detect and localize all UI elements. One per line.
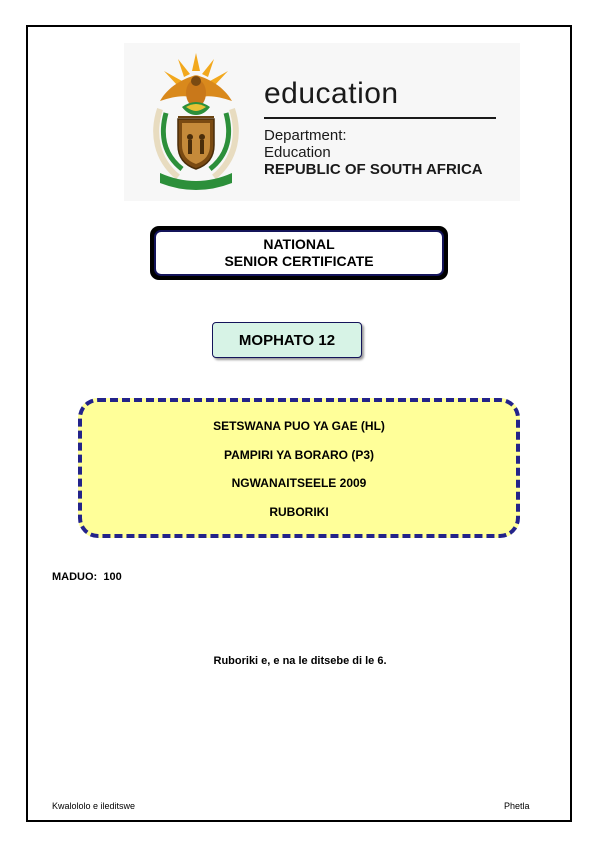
page-count-note: Ruboriki e, e na le ditsebe di le 6. <box>213 655 387 667</box>
logo-wordmark: education <box>264 77 399 110</box>
subject-document-type: RUBORIKI <box>269 504 329 519</box>
logo-country: REPUBLIC OF SOUTH AFRICA <box>264 161 483 178</box>
logo-divider <box>264 117 496 119</box>
coat-of-arms-icon <box>138 49 254 195</box>
logo-department-name: Education <box>264 144 331 161</box>
footer-copyright: Kwalololo e ileditswe <box>52 801 136 811</box>
certificate-title-box <box>150 226 448 280</box>
grade-label: MOPHATO 12 <box>238 331 336 349</box>
marks-label: MADUO: <box>52 571 98 583</box>
marks-value: 100 <box>103 571 122 583</box>
certificate-title-inner <box>154 230 444 276</box>
education-logo <box>124 43 520 201</box>
subject-paper: PAMPIRI YA BORARO (P3) <box>223 447 375 462</box>
subject-session: NGWANAITSEELE 2009 <box>231 476 367 491</box>
subject-info-box <box>78 398 520 538</box>
grade-box <box>212 322 362 358</box>
subject-language: SETSWANA PUO YA GAE (HL) <box>213 419 385 434</box>
marks-line <box>52 571 122 583</box>
logo-department-label: Department: <box>264 127 347 144</box>
certificate-line-2: SENIOR CERTIFICATE <box>224 253 374 269</box>
footer-turn-over: Phetla <box>504 801 530 811</box>
certificate-line-1: NATIONAL <box>263 236 335 252</box>
